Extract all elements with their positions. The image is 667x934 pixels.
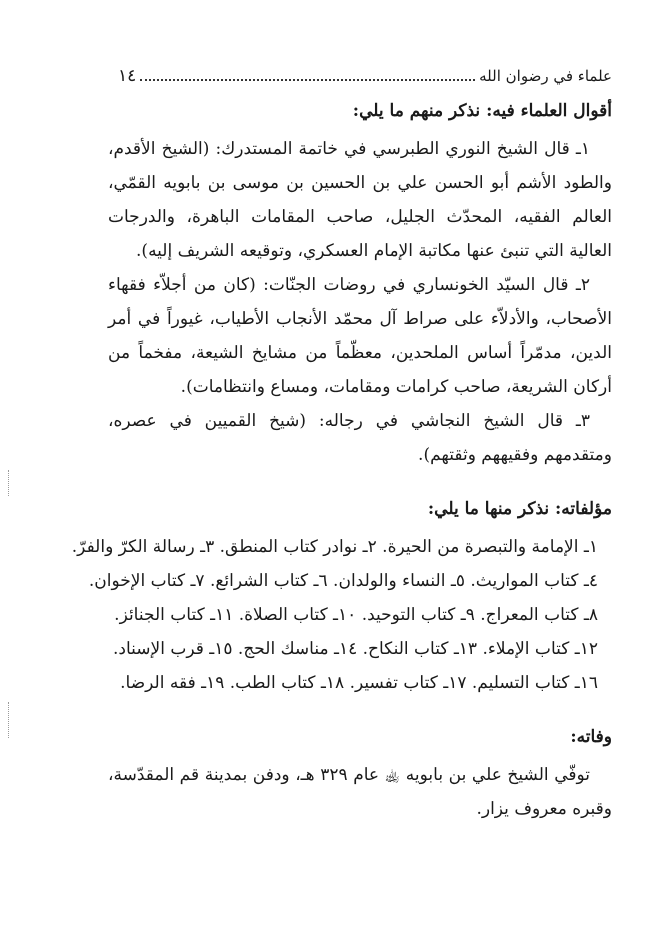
margin-mark-lower — [8, 702, 10, 738]
page-header — [118, 62, 612, 90]
death-paragraph: توفّي الشيخ علي بن بابويه ﵀ عام ٣٢٩ هـ، ودفن بمدينة قم المقدّسة، وقبره معروف يزار. — [108, 765, 612, 819]
death-heading: وفاته: — [570, 727, 612, 747]
dot-leader — [140, 79, 475, 81]
page-number: ١٤ — [118, 66, 137, 86]
works-line-5: ١٦ـ كتاب التسليم. ١٧ـ كتاب تفسير. ١٨ـ كتاب الطب. ١٩ـ فقه الرضا. — [120, 673, 598, 693]
saying-paragraph-3: ٣ـ قال الشيخ النجاشي في رجاله: (شيخ القميين في عصره، ومتقدمهم وفقيههم وثقتهم). — [108, 411, 612, 465]
works-line-2: ٤ـ كتاب المواريث. ٥ـ النساء والولدان. ٦ـ كتاب الشرائع. ٧ـ كتاب الإخوان. — [88, 571, 598, 591]
saying-paragraph-1: ١ـ قال الشيخ النوري الطبرسي في خاتمة المستدرك: (الشيخ الأقدم، والطود الأشم أبو الحسن علي بن الحسين بن موسى بن بابويه القمّي، العالم الفقيه، المحدّث الجليل، صاحب المقامات الباهرة، والدرجات العالية التي تنبئ عنها مكاتبة الإمام العسكري، وتوقيعه الشريف إليه). — [108, 139, 612, 261]
running-title: علماء في رضوان الله — [479, 67, 612, 85]
works-heading: مؤلفاته: نذكر منها ما يلي: — [427, 499, 612, 519]
works-line-4: ١٢ـ كتاب الإملاء. ١٣ـ كتاب النكاح. ١٤ـ مناسك الحج. ١٥ـ قرب الإسناد. — [113, 639, 598, 659]
margin-mark-upper — [8, 470, 10, 496]
saying-paragraph-2: ٢ـ قال السيّد الخونساري في روضات الجنّات: (كان من أجلاّء فقهاء الأصحاب، والأدلاّء على صراط آل محمّد الأنجاب الأطياب، غيوراً في أمر الدين، مدمّراً أساس الملحدين، معظّماً من مشايخ الشيعة، مفخماً من أركان الشريعة، صاحب كرامات ومقامات، ومساع وانتظامات). — [108, 275, 612, 397]
page-body — [71, 96, 612, 826]
sayings-heading: أقوال العلماء فيه: نذكر منهم ما يلي: — [352, 101, 612, 121]
works-line-3: ٨ـ كتاب المعراج. ٩ـ كتاب التوحيد. ١٠ـ كتاب الصلاة. ١١ـ كتاب الجنائز. — [114, 605, 598, 625]
works-line-1: ١ـ الإمامة والتبصرة من الحيرة. ٢ـ نوادر كتاب المنطق. ٣ـ رسالة الكرّ والفرّ. — [71, 537, 598, 557]
